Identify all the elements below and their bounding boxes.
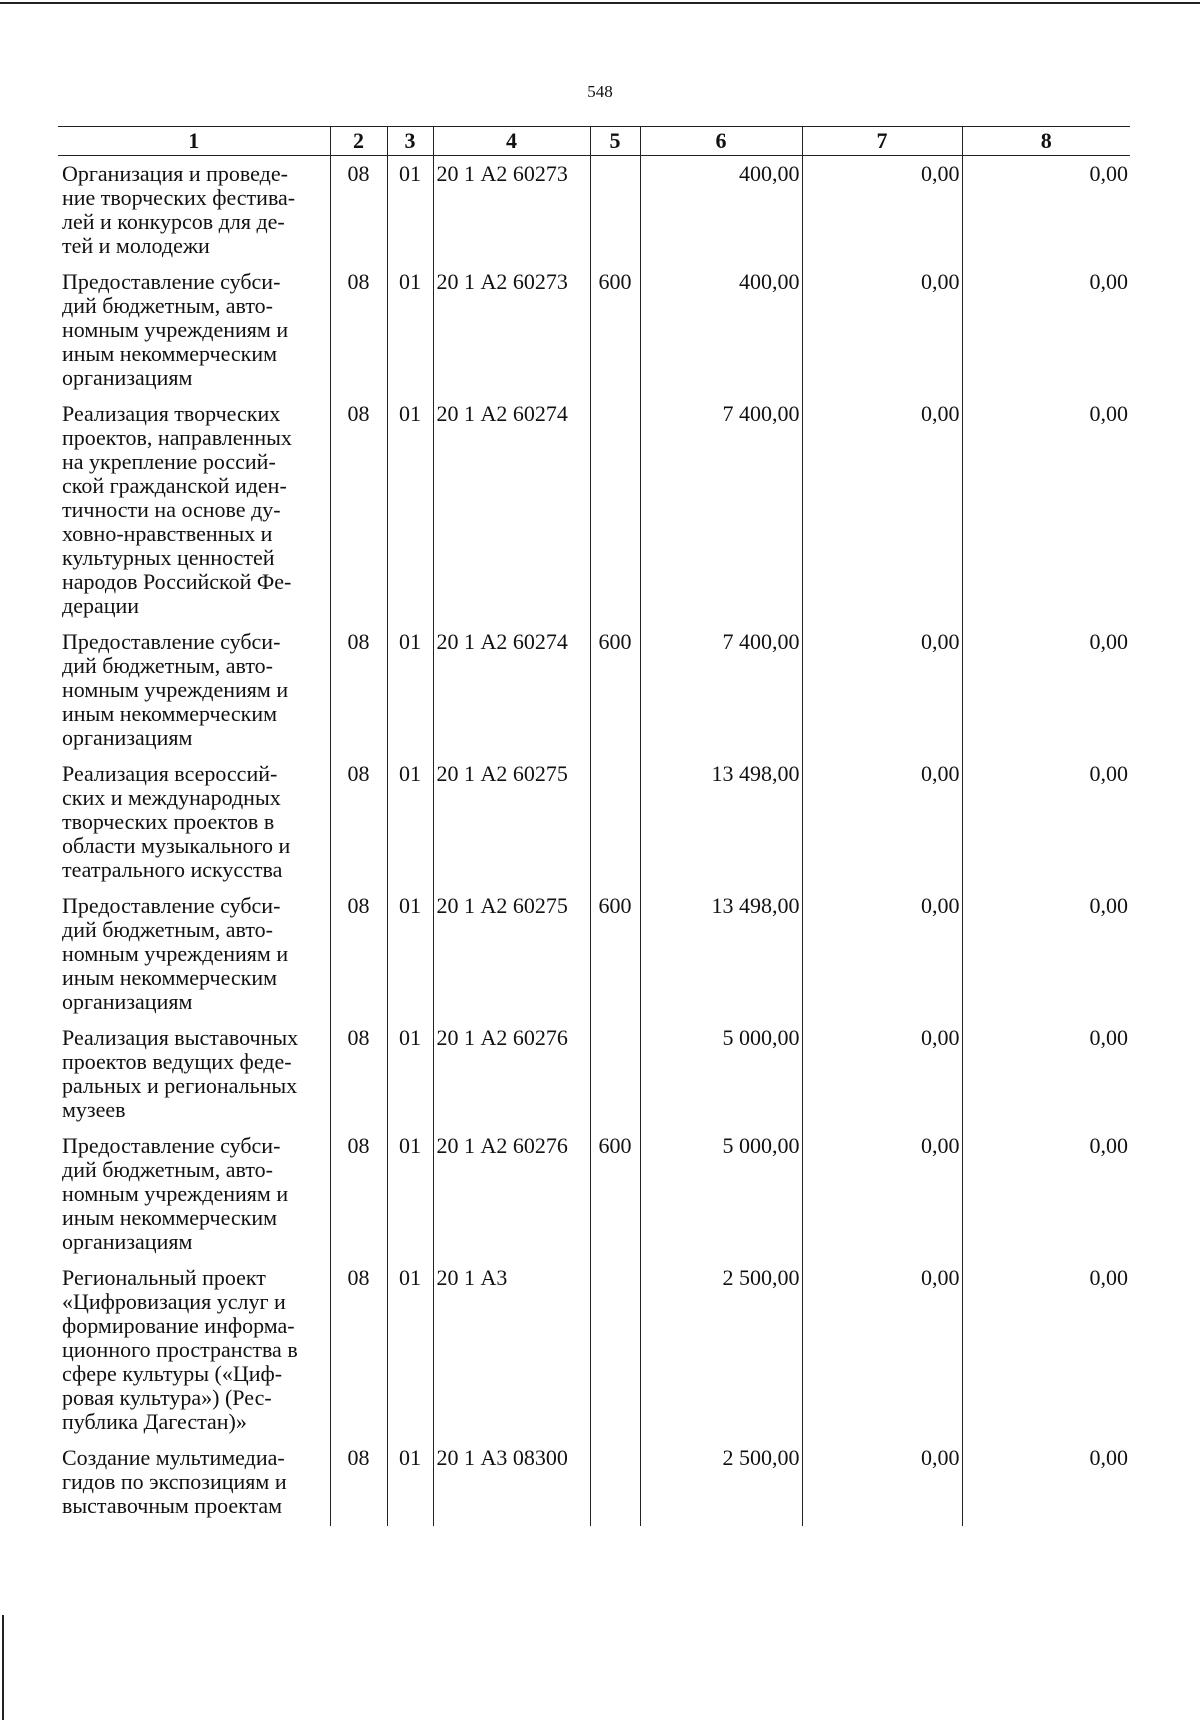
table-header-row — [58, 127, 1130, 156]
amount-cell: 7 400,00 — [640, 396, 802, 624]
amount-cell: 7 400,00 — [640, 624, 802, 756]
expense-type-cell — [590, 1260, 640, 1440]
row-name-line: Предоставление субси- — [62, 893, 281, 918]
amount-federal-cell: 0,00 — [802, 888, 962, 1020]
row-name-cell — [58, 156, 330, 265]
row-name-cell — [58, 1128, 330, 1260]
row-name-line: сфере культуры («Циф- — [62, 1361, 283, 1386]
row-name-line: номным учреждениям и — [62, 941, 289, 966]
expense-type-cell: 600 — [590, 1128, 640, 1260]
amount-cell: 13 498,00 — [640, 756, 802, 888]
table-row — [58, 1020, 1130, 1128]
row-name-line: дий бюджетным, авто- — [62, 653, 273, 678]
section-code-cell: 08 — [330, 1260, 387, 1440]
row-name-line: организациям — [62, 989, 193, 1014]
row-name-line: ховно-нравственных и — [62, 521, 273, 546]
row-name-cell — [58, 264, 330, 396]
section-code-cell: 08 — [330, 1020, 387, 1128]
expense-type-cell — [590, 156, 640, 265]
row-name-line: организациям — [62, 1229, 193, 1254]
row-name-line: номным учреждениям и — [62, 1181, 289, 1206]
row-name-line: культурных ценностей — [62, 545, 275, 570]
section-code-cell: 08 — [330, 156, 387, 265]
row-name-line: народов Российской Фе- — [62, 569, 292, 594]
row-name-cell — [58, 1020, 330, 1128]
amount-other-cell: 0,00 — [962, 756, 1130, 888]
page-number: 548 — [587, 82, 613, 101]
row-name-line: Создание мультимедиа- — [62, 1445, 285, 1470]
target-article-cell: 20 1 А2 60274 — [433, 624, 590, 756]
header-col-7: 7 — [802, 127, 962, 156]
row-name-line: тей и молодежи — [62, 233, 210, 258]
table-row — [58, 756, 1130, 888]
amount-cell: 400,00 — [640, 264, 802, 396]
amount-other-cell: 0,00 — [962, 624, 1130, 756]
expense-type-cell — [590, 1440, 640, 1526]
amount-federal-cell: 0,00 — [802, 1128, 962, 1260]
target-article-cell: 20 1 А2 60275 — [433, 888, 590, 1020]
row-name-line: публика Дагестан)» — [62, 1409, 247, 1434]
table-row — [58, 888, 1130, 1020]
row-name-line: дий бюджетным, авто- — [62, 1157, 273, 1182]
row-name-line: тичности на основе ду- — [62, 497, 281, 522]
subsection-code-cell: 01 — [387, 264, 433, 396]
header-col-8: 8 — [962, 127, 1130, 156]
row-name-line: ральных и региональных — [62, 1073, 298, 1098]
row-name-line: творческих проектов в — [62, 809, 275, 834]
row-name-line: иным некоммерческим — [62, 341, 278, 366]
expense-type-cell — [590, 396, 640, 624]
amount-other-cell: 0,00 — [962, 396, 1130, 624]
subsection-code-cell: 01 — [387, 156, 433, 265]
amount-cell: 5 000,00 — [640, 1128, 802, 1260]
row-name-line: выставочным проектам — [62, 1493, 283, 1518]
row-name-line: ровая культура») (Рес- — [62, 1385, 272, 1410]
row-name-line: «Цифровизация услуг и — [62, 1289, 286, 1314]
row-name-line: иным некоммерческим — [62, 1205, 278, 1230]
amount-federal-cell: 0,00 — [802, 396, 962, 624]
target-article-cell: 20 1 А2 60276 — [433, 1020, 590, 1128]
subsection-code-cell: 01 — [387, 396, 433, 624]
row-name-line: номным учреждениям и — [62, 677, 289, 702]
row-name-line: ских и международных — [62, 785, 281, 810]
section-code-cell: 08 — [330, 264, 387, 396]
table-row — [58, 156, 1130, 265]
subsection-code-cell: 01 — [387, 624, 433, 756]
amount-federal-cell: 0,00 — [802, 264, 962, 396]
row-name-line: формирование информа- — [62, 1313, 295, 1338]
header-col-4: 4 — [433, 127, 590, 156]
expense-type-cell — [590, 1020, 640, 1128]
header-col-6: 6 — [640, 127, 802, 156]
amount-cell: 5 000,00 — [640, 1020, 802, 1128]
scan-left-mark — [2, 1615, 4, 1720]
row-name-line: Предоставление субси- — [62, 629, 281, 654]
amount-other-cell: 0,00 — [962, 1020, 1130, 1128]
row-name-line: Реализация выставочных — [62, 1025, 299, 1050]
subsection-code-cell: 01 — [387, 1020, 433, 1128]
amount-federal-cell: 0,00 — [802, 156, 962, 265]
section-code-cell: 08 — [330, 624, 387, 756]
amount-other-cell: 0,00 — [962, 1440, 1130, 1526]
amount-federal-cell: 0,00 — [802, 1440, 962, 1526]
expense-type-cell: 600 — [590, 264, 640, 396]
row-name-line: дий бюджетным, авто- — [62, 917, 273, 942]
budget-table — [58, 126, 1130, 1526]
section-code-cell: 08 — [330, 888, 387, 1020]
row-name-cell — [58, 888, 330, 1020]
row-name-line: ционного пространства в — [62, 1337, 298, 1362]
row-name-line: лей и конкурсов для де- — [62, 209, 285, 234]
expense-type-cell: 600 — [590, 888, 640, 1020]
section-code-cell: 08 — [330, 756, 387, 888]
table-row — [58, 1128, 1130, 1260]
target-article-cell: 20 1 А3 — [433, 1260, 590, 1440]
row-name-line: Региональный проект — [62, 1265, 266, 1290]
row-name-line: гидов по экспозициям и — [62, 1469, 287, 1494]
amount-federal-cell: 0,00 — [802, 1020, 962, 1128]
row-name-line: организациям — [62, 365, 193, 390]
scan-top-border — [0, 2, 1200, 4]
section-code-cell: 08 — [330, 1128, 387, 1260]
target-article-cell: 20 1 А2 60273 — [433, 156, 590, 265]
subsection-code-cell: 01 — [387, 1128, 433, 1260]
row-name-line: ние творческих фестива- — [62, 185, 296, 210]
header-col-2: 2 — [330, 127, 387, 156]
row-name-line: на укрепление россий- — [62, 449, 276, 474]
row-name-line: организациям — [62, 725, 193, 750]
row-name-line: Реализация творческих — [62, 401, 281, 426]
row-name-line: дий бюджетным, авто- — [62, 293, 273, 318]
row-name-line: проектов ведущих феде- — [62, 1049, 292, 1074]
row-name-line: театрального искусства — [62, 857, 283, 882]
subsection-code-cell: 01 — [387, 756, 433, 888]
row-name-line: Предоставление субси- — [62, 269, 281, 294]
expense-type-cell: 600 — [590, 624, 640, 756]
target-article-cell: 20 1 А2 60275 — [433, 756, 590, 888]
row-name-line: иным некоммерческим — [62, 965, 278, 990]
target-article-cell: 20 1 А3 08300 — [433, 1440, 590, 1526]
table-row — [58, 264, 1130, 396]
subsection-code-cell: 01 — [387, 1260, 433, 1440]
row-name-line: Реализация всероссий- — [62, 761, 278, 786]
row-name-line: области музыкального и — [62, 833, 291, 858]
header-col-3: 3 — [387, 127, 433, 156]
header-col-5: 5 — [590, 127, 640, 156]
target-article-cell: 20 1 А2 60276 — [433, 1128, 590, 1260]
row-name-cell — [58, 624, 330, 756]
row-name-cell — [58, 1440, 330, 1526]
row-name-line: ской гражданской иден- — [62, 473, 287, 498]
table-row — [58, 396, 1130, 624]
row-name-cell — [58, 396, 330, 624]
section-code-cell: 08 — [330, 1440, 387, 1526]
row-name-cell — [58, 756, 330, 888]
subsection-code-cell: 01 — [387, 1440, 433, 1526]
row-name-line: Предоставление субси- — [62, 1133, 281, 1158]
amount-cell: 400,00 — [640, 156, 802, 265]
table-row — [58, 1440, 1130, 1526]
row-name-line: дерации — [62, 593, 140, 618]
row-name-line: музеев — [62, 1097, 126, 1122]
table-body — [58, 156, 1130, 1527]
subsection-code-cell: 01 — [387, 888, 433, 1020]
amount-federal-cell: 0,00 — [802, 756, 962, 888]
header-col-1: 1 — [58, 127, 330, 156]
amount-other-cell: 0,00 — [962, 888, 1130, 1020]
target-article-cell: 20 1 А2 60273 — [433, 264, 590, 396]
amount-cell: 13 498,00 — [640, 888, 802, 1020]
row-name-line: номным учреждениям и — [62, 317, 289, 342]
amount-federal-cell: 0,00 — [802, 1260, 962, 1440]
row-name-line: Организация и проведе- — [62, 161, 288, 186]
row-name-cell — [58, 1260, 330, 1440]
amount-federal-cell: 0,00 — [802, 624, 962, 756]
amount-cell: 2 500,00 — [640, 1440, 802, 1526]
amount-other-cell: 0,00 — [962, 1260, 1130, 1440]
table-row — [58, 1260, 1130, 1440]
target-article-cell: 20 1 А2 60274 — [433, 396, 590, 624]
section-code-cell: 08 — [330, 396, 387, 624]
amount-other-cell: 0,00 — [962, 264, 1130, 396]
row-name-line: иным некоммерческим — [62, 701, 278, 726]
amount-other-cell: 0,00 — [962, 1128, 1130, 1260]
expense-type-cell — [590, 756, 640, 888]
amount-cell: 2 500,00 — [640, 1260, 802, 1440]
table-row — [58, 624, 1130, 756]
amount-other-cell: 0,00 — [962, 156, 1130, 265]
row-name-line: проектов, направленных — [62, 425, 292, 450]
